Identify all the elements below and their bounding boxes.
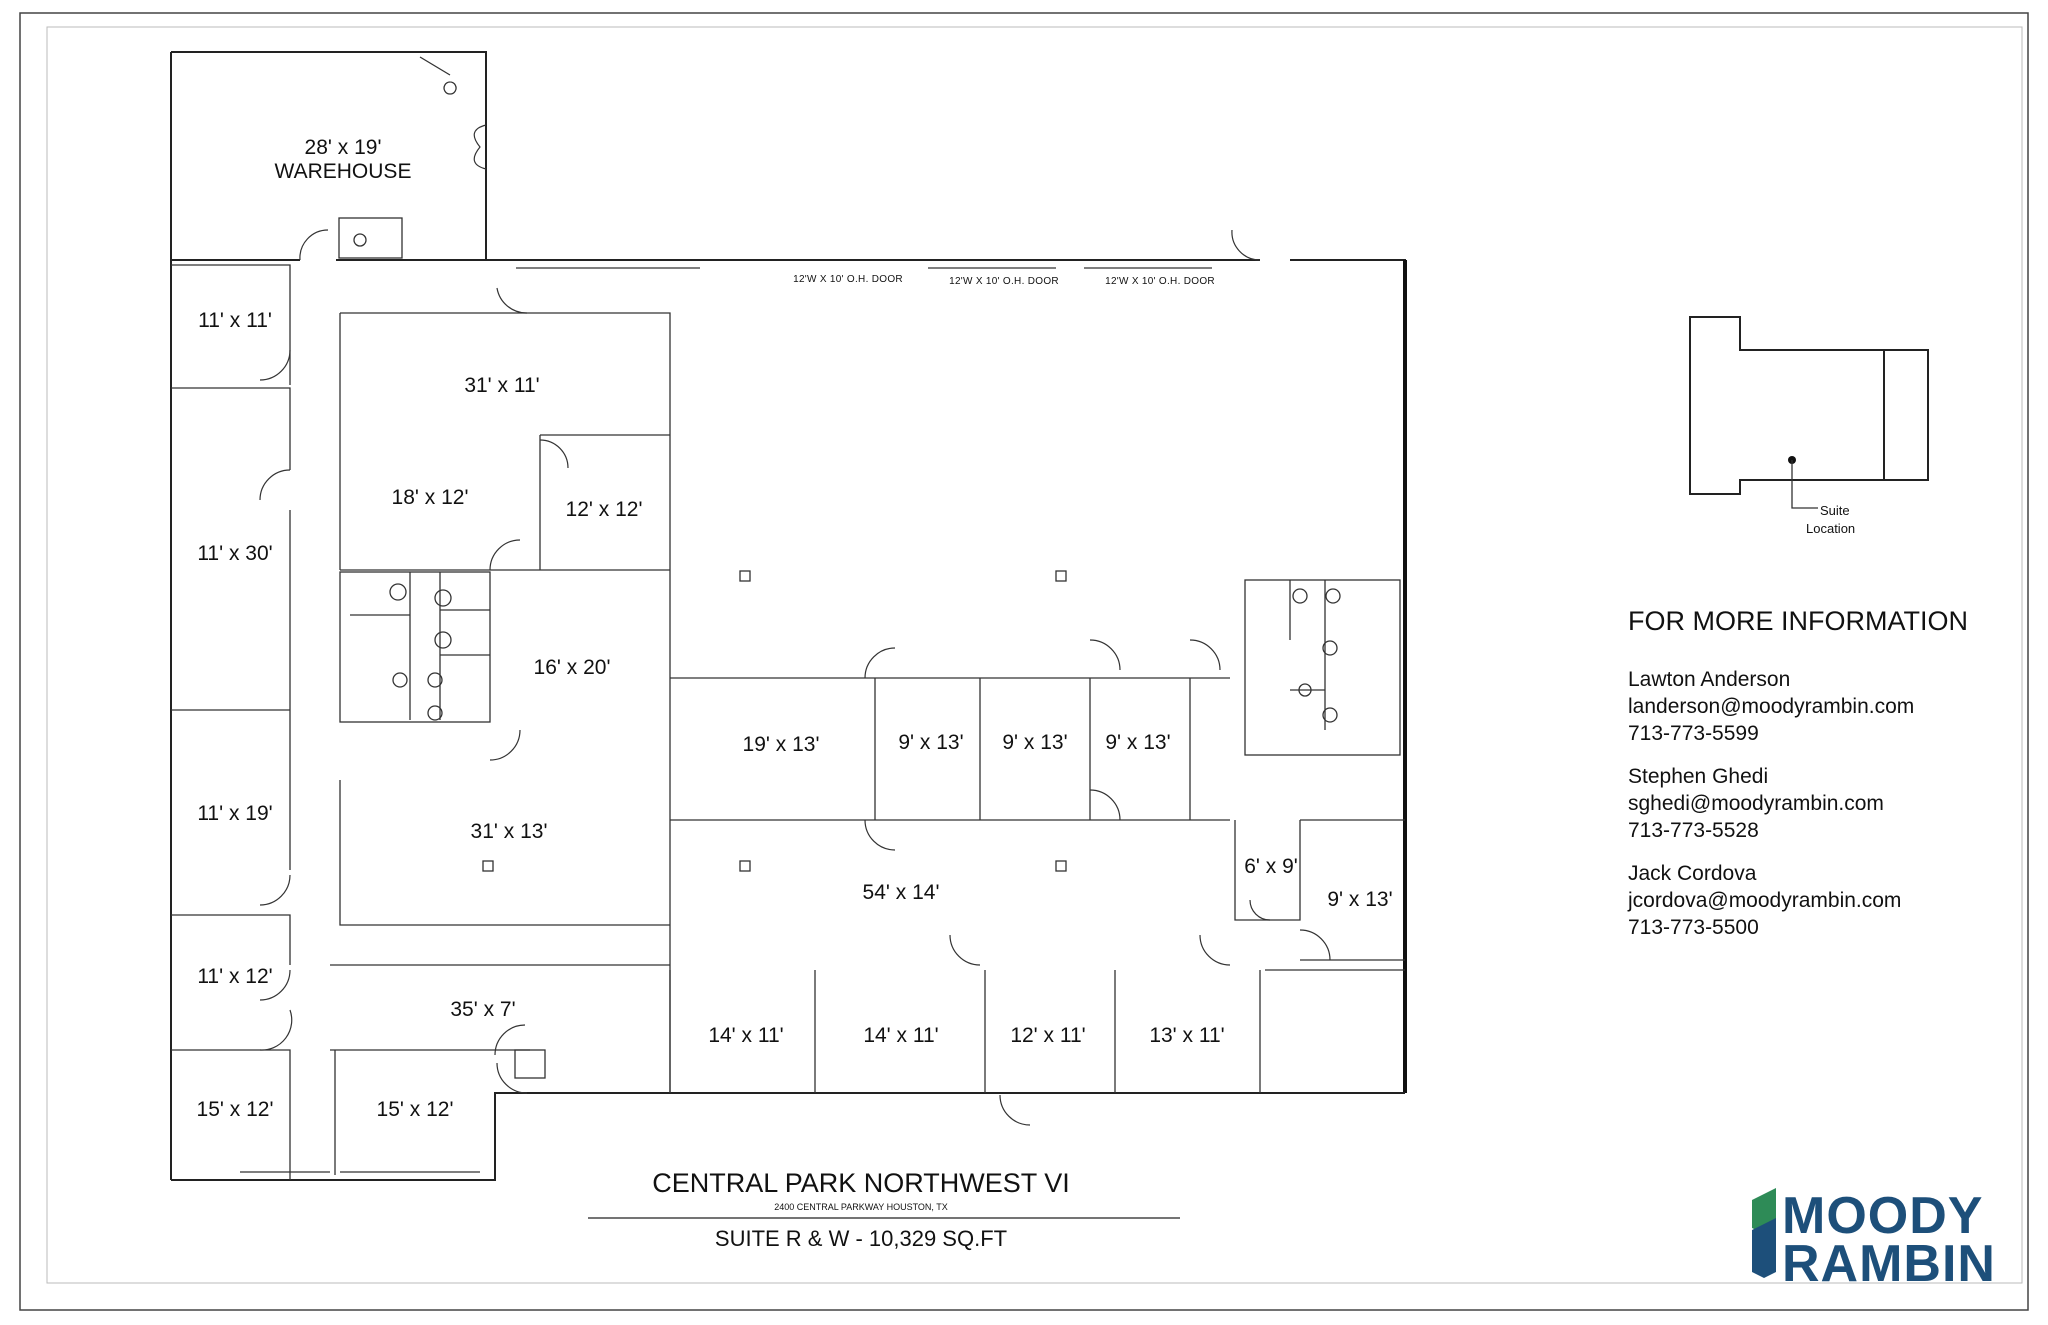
room-label: 11' x 30'	[197, 542, 273, 565]
floor-plan	[171, 52, 1405, 1180]
contact-name: Jack Cordova	[1628, 862, 1757, 885]
contact-email[interactable]: landerson@moodyrambin.com	[1628, 695, 1915, 718]
logo-text: RAMBIN	[1782, 1235, 1996, 1293]
room-label: 13' x 11'	[1149, 1024, 1225, 1047]
contact-phone[interactable]: 713-773-5599	[1628, 722, 1759, 745]
contact-email[interactable]: jcordova@moodyrambin.com	[1628, 889, 1902, 912]
oh-door-label: 12'W X 10' O.H. DOOR	[1105, 276, 1215, 287]
room-label: 9' x 13'	[1105, 731, 1171, 754]
room-label: 54' x 14'	[862, 881, 940, 904]
contact-name: Lawton Anderson	[1628, 668, 1791, 691]
room-label: 15' x 12'	[376, 1098, 454, 1121]
building-address: 2400 CENTRAL PARKWAY HOUSTON, TX	[774, 1202, 948, 1212]
building-title: CENTRAL PARK NORTHWEST VI	[652, 1168, 1070, 1198]
room-label: 31' x 11'	[464, 374, 540, 397]
room-label: 31' x 13'	[470, 820, 548, 843]
contact-phone[interactable]: 713-773-5528	[1628, 819, 1759, 842]
room-label: 15' x 12'	[196, 1098, 274, 1121]
contact-name: Stephen Ghedi	[1628, 765, 1769, 788]
warehouse-size: 28' x 19'	[304, 136, 382, 159]
room-label: 18' x 12'	[391, 486, 469, 509]
contact-email[interactable]: sghedi@moodyrambin.com	[1628, 792, 1884, 815]
room-label: 35' x 7'	[450, 998, 516, 1021]
room-label: 6' x 9'	[1244, 855, 1298, 878]
room-label: 12' x 11'	[1010, 1024, 1086, 1047]
outer-border	[20, 13, 2028, 1310]
room-label: 11' x 11'	[198, 309, 272, 332]
room-label: 9' x 13'	[898, 731, 964, 754]
suite-info: SUITE R & W - 10,329 SQ.FT	[714, 1226, 1008, 1251]
room-label: 11' x 19'	[197, 802, 273, 825]
key-plan-label: Location	[1806, 521, 1856, 536]
oh-door-label: 12'W X 10' O.H. DOOR	[949, 276, 1059, 287]
room-label: 14' x 11'	[863, 1024, 939, 1047]
info-heading: FOR MORE INFORMATION	[1628, 606, 1968, 636]
room-label: 11' x 12'	[197, 965, 273, 988]
logo	[1752, 1187, 1996, 1293]
key-plan-label: Suite	[1820, 503, 1850, 518]
logo-text: MOODY	[1782, 1187, 1984, 1245]
warehouse-label: WAREHOUSE	[274, 160, 412, 183]
room-label: 14' x 11'	[708, 1024, 784, 1047]
inner-border	[47, 27, 2022, 1283]
room-label: 19' x 13'	[742, 733, 820, 756]
room-label: 12' x 12'	[565, 498, 643, 521]
room-label: 9' x 13'	[1002, 731, 1068, 754]
room-label: 9' x 13'	[1327, 888, 1393, 911]
oh-door-label: 12'W X 10' O.H. DOOR	[793, 274, 903, 285]
room-label: 16' x 20'	[533, 656, 611, 679]
contact-phone[interactable]: 713-773-5500	[1628, 916, 1759, 939]
key-plan	[1690, 317, 1928, 508]
